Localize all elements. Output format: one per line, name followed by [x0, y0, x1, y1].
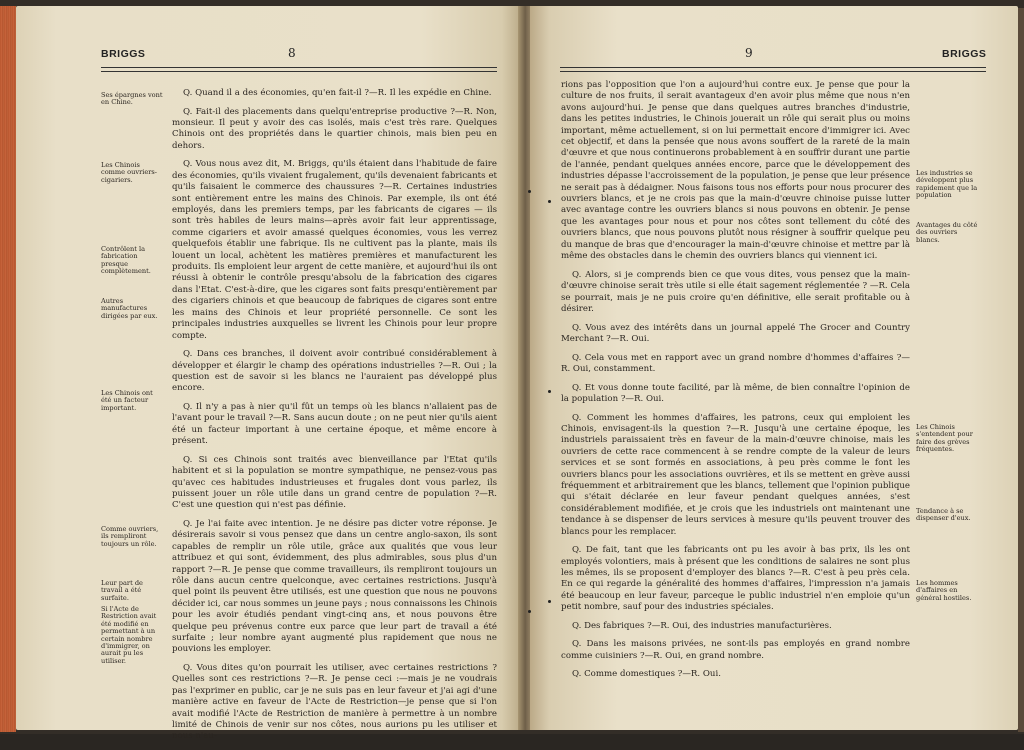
margin-note: Comme ouvriers, ils rempliront toujours un rôle. — [101, 525, 159, 548]
margin-note: Leur part de travail a été surfaite. — [101, 579, 143, 602]
margin-note: Avantages du côté des ouvriers blancs. — [916, 221, 978, 244]
right-edge — [1018, 8, 1024, 732]
margin-note: Les Chinois comme ouvriers-cigariers. — [101, 161, 158, 184]
paragraph: Q. Dans les maisons privées, ne sont-ils pas employés en grand nombre comme cuisiniers ?—R. Oui, en grand nombre. — [561, 639, 910, 661]
margin-note: Les Chinois s'entendent pour faire des grèves fréquentes. — [916, 423, 973, 454]
paragraph: Q. Comme domestiques ?—R. Oui. — [572, 669, 721, 680]
paragraph: Q. Si ces Chinois sont traités avec bienveillance par l'Etat qu'ils habitent et si la population se montre sympathique, ne pensez-vous pas qu'avec ces habitudes industrieuses et frugales dont vous parlez, ils puissent jouer un rôle utile dans un grand centre de population ?—R. C'est une question qui n'est pas définie. — [172, 454, 497, 511]
paragraph: Q. Cela vous met en rapport avec un grand nombre d'hommes d'affaires ?—R. Oui, constamment. — [561, 352, 910, 374]
paragraph: Q. Vous avez des intérêts dans un journal appelé The Grocer and Country Merchant ?—R. Oui. — [561, 322, 910, 344]
binding-stitch — [528, 610, 531, 613]
paragraph: Q. Fait-il des placements dans quelqu'entreprise productive ?—R. Non, monsieur. Il peut y avoir des cas isolés, mais c'est très rare. Quelques Chinois ont des propriétés dans le quartier chinois, mais bien peu en dehors. — [172, 106, 497, 151]
margin-note: Les industries se développent plus rapidement que la population — [916, 169, 978, 200]
binding-stitch — [528, 190, 531, 193]
paragraph: Q. Comment les hommes d'affaires, les patrons, ceux qui emploient les Chinois, envisagent-ils la question ?—R. Jusqu'à une certaine époque, les industriels paraissaient très en faveur de la main-d'œuvre chinoise, mais les ouvriers de cette race commencent à se rendre compte de la valeur de leurs services et se sont formés en associations, à peu près comme le font les ouvriers blancs pour les associations ouvrières, et ils se mettent en grève aussi fréquemment et arbitrairement que les blancs, tellement que l'opinion publique qui s'était déclarée en leur faveur pendant quelques années, s'est considérablement modifiée, et je crois que les industriels ont maintenant une tendance à se dispenser de leurs services à mesure qu'ils peuvent trouver des blancs pour les remplacer. — [561, 412, 910, 537]
header-rule-left — [101, 67, 497, 72]
paragraph: Q. Dans ces branches, il doivent avoir contribué considérablement à développer et élargir le champ des opérations industrielles ?—R. Oui ; la question est de savoir si les blancs ne l'auraient pas développé plus encore. — [172, 349, 497, 394]
page-edges — [0, 6, 16, 732]
page-number-right: 9 — [745, 46, 753, 60]
margin-note: Tendance à se dispenser d'eux. — [916, 507, 971, 523]
margin-note: Autres manufactures dirigées par eux. — [101, 297, 158, 320]
paragraph: Q. Des fabriques ?—R. Oui, des industries manufacturières. — [572, 620, 832, 631]
header-rule-right — [560, 67, 986, 72]
paragraph: Q. Vous nous avez dit, M. Briggs, qu'ils étaient dans l'habitude de faire des économies, qu'ils vivaient frugalement, qu'ils devenaient fabricants et qu'ils faisaient le commerce des chaussures ?—R. Certaines industries sont entièrement entre les mains des Chinois. Par exemple, ils ont été employés, dans les premiers temps, par les fabricants de cigares — ils sont très habiles de leurs mains—après avoir fait leur apprentissage, comme cigariers et avoir amassé quelques économies, vous les verrez quelquefois établir une fabrique. Ils ne cultivent pas la plante, mais ils louent un local, achètent les matières premières et manufacturent les produits. Ils emploient leur argent de cette manière, et aujourd'hui ils ont réussi à obtenir le contrôle presqu'absolu de la fabrication des cigares dans l'Etat. C'est-à-dire, que les cigares sont faits presqu'entièrement par des cigariers chinois et que beaucoup de fabriques de cigares sont entre les mains des Chinois et leur propriété personnelle. Ce sont les principales industries auxquelles se livrent les Chinois pour leur propre compte. — [172, 159, 497, 341]
paragraph: Q. De fait, tant que les fabricants ont pu les avoir à bas prix, ils les ont employés volontiers, mais à présent que les conditions de salaires ne sont plus les mêmes, ils se proposent d'employer des blancs ?—R. C'est à peu près cela. En ce qui regarde la généralité des hommes d'affaires, l'impression n'a jamais été beaucoup en leur faveur, parceque le public industriel n'en emploie qu'un petit nombre, sauf pour des industries spéciales. — [561, 545, 910, 613]
running-head-right: BRIGGS — [942, 48, 987, 60]
paragraph: Q. Alors, si je comprends bien ce que vous dites, vous pensez que la main-d'œuvre chinoise serait très utile si elle était sagement réglementée ? —R. Cela se pourrait, mais je ne puis croire qu'en définitive, elle serait profitable ou à désirer. — [561, 269, 910, 314]
left-body-text — [172, 88, 497, 750]
margin-note: Les Chinois ont été un facteur important. — [101, 389, 153, 412]
margin-note: Contrôlent la fabrication presque complètement. — [101, 245, 151, 276]
paragraph: Q. Je l'ai faite avec intention. Je ne désire pas dicter votre réponse. Je désirerais savoir si vous pensez que dans un centre anglo-saxon, ils sont capables de remplir un rôle utile, grâce aux qualités que vous leur attribuez et qui sont, évidemment, des plus admirables, sous plus d'un rapport ?—R. Je pense que comme travailleurs, ils rempliront toujours un rôle dans aucun centre quelconque, avec certaines restrictions. Jusqu'à quel point ils peuvent être utilisés, est une question que nous ne pouvons décider ici, car nous sommes un jeune pays ; nous connaissons les Chinois pour les avoir étudiés pendant vingt-cinq ans, et nous pouvons être quelque peu prévenus contre eux parce que leur part de travail a été surfaite ; leur nombre ayant augmenté plus rapidement que nous ne pouvions les employer. — [172, 518, 497, 655]
running-head-left: BRIGGS — [101, 48, 146, 60]
paragraph: Q. Quand il a des économies, qu'en fait-il ?—R. Il les expédie en Chine. — [183, 88, 492, 98]
right-body-text — [561, 80, 910, 688]
page-number-left: 8 — [288, 46, 296, 60]
margin-note: Ses épargnes vont en Chine. — [101, 91, 163, 107]
binding-stitch — [548, 600, 551, 603]
paragraph: Q. Vous dites qu'on pourrait les utiliser, avec certaines restrictions ? Quelles sont ces restrictions ?—R. Je pense ceci :—mais je ne voudrais pas l'exprimer en public, car je ne suis pas en leur faveur et j'ai agi d'une manière active en faveur de l'Acte de Restriction—je pense que si l'on avait modifié l'Acte de Restriction de manière à permettre à un nombre limité de Chinois de venir sur nos côtes, nous aurions pu les utiliser et nous n'au- — [172, 663, 497, 742]
paragraph: rions pas l'opposition que l'on a aujourd'hui contre eux. Je pense que pour la culture de nos fruits, il serait avantageux d'en avoir plus même que nous n'en avons aujourd'hui. Je pense que dans quelques autres branches d'industrie, dans les petites industries, le Chinois jouerait un rôle qui serait plus ou moins important, même actuellement, si on lui permettait encore d'immigrer ici. Avec cet objectif, et dans la pensée que nous avons souffert de la rareté de la main d'œuvre et que nous continuerons probablement à en souffrir durant une partie de l'année, pendant quelques années encore, parce que le développement des industries dépasse l'accroissement de la population, je pense que leur présence ne serait pas à dédaigner. Nous faisons tous nos efforts pour nous procurer des ouvriers blancs, et je ne crois pas que la main-d'œuvre chinoise puisse lutter avec avantage contre les ouvriers blancs si nous pouvons en obtenir. Je pense que les avantages pour nous et pour nos côtes sont tellement du côté des ouvriers blancs, que nous pouvons plutôt nous résigner à souffrir quelque peu du manque de bras que d'encourager la main-d'œuvre chinoise et mettre par là même des obstacles dans le chemin des ouvriers blancs qui viennent ici. — [561, 80, 910, 262]
margin-note: Les hommes d'affaires en général hostiles. — [916, 579, 972, 602]
paragraph: Q. Il n'y a pas à nier qu'il fût un temps où les blancs n'allaient pas de l'avant pour le travail ?—R. Sans aucun doute ; on ne peut nier qu'ils aient été un facteur important à une certaine époque, et même encore à présent. — [172, 401, 497, 447]
margin-note: Si l'Acte de Restriction avait été modifié en permettant à un certain nombre d'immigrer, on aurait pu les utiliser. — [101, 605, 157, 665]
binding-stitch — [548, 200, 551, 203]
paragraph: Q. Et vous donne toute facilité, par là même, de bien connaître l'opinion de la population ?—R. Oui. — [561, 382, 910, 404]
binding-stitch — [548, 390, 551, 393]
